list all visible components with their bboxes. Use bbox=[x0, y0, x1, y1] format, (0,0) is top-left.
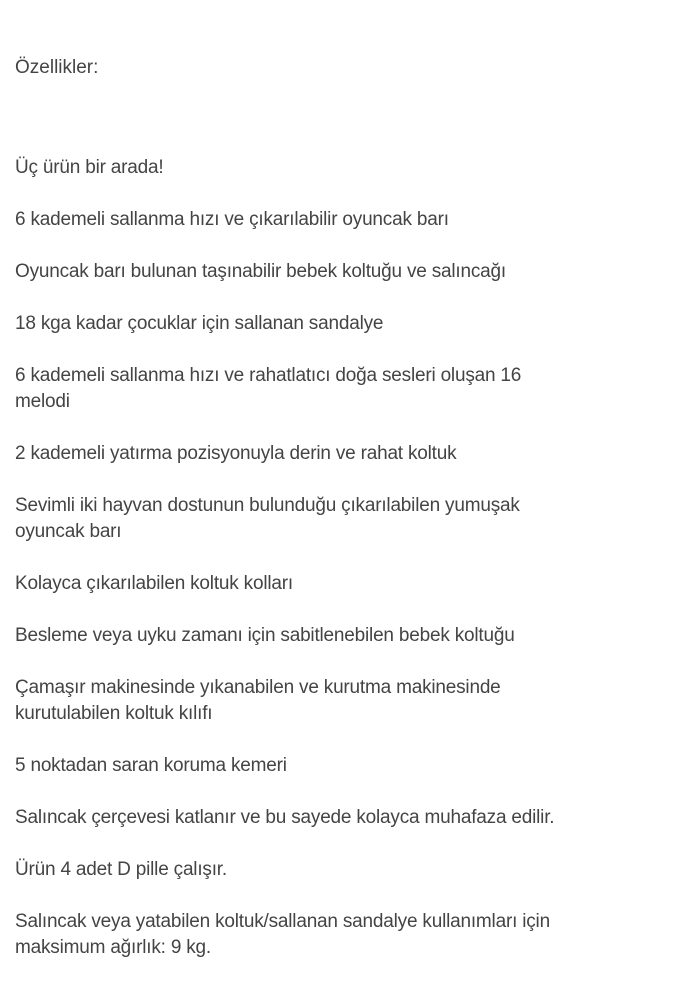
features-heading: Özellikler: bbox=[15, 57, 99, 78]
feature-text-line: Üç ürün bir arada! bbox=[15, 157, 164, 178]
feature-list bbox=[15, 155, 700, 961]
feature-item bbox=[15, 493, 700, 545]
feature-item bbox=[15, 155, 700, 181]
feature-item bbox=[15, 753, 700, 779]
feature-text-line: kurutulabilen koltuk kılıfı bbox=[15, 703, 213, 724]
feature-text-line: melodi bbox=[15, 391, 70, 412]
feature-item bbox=[15, 363, 700, 415]
feature-item bbox=[15, 857, 700, 883]
feature-text-line: Ürün 4 adet D pille çalışır. bbox=[15, 859, 227, 880]
feature-text-line: Çamaşır makinesinde yıkanabilen ve kurutma makinesinde bbox=[15, 677, 501, 698]
feature-text-line: 2 kademeli yatırma pozisyonuyla derin ve rahat koltuk bbox=[15, 443, 457, 464]
feature-item bbox=[15, 805, 700, 831]
feature-text-line: Salıncak çerçevesi katlanır ve bu sayede kolayca muhafaza edilir. bbox=[15, 807, 555, 828]
feature-text-line: 6 kademeli sallanma hızı ve çıkarılabilir oyuncak barı bbox=[15, 209, 449, 230]
feature-text-line: Besleme veya uyku zamanı için sabitlenebilen bebek koltuğu bbox=[15, 625, 515, 646]
feature-item bbox=[15, 571, 700, 597]
feature-text-line: 6 kademeli sallanma hızı ve rahatlatıcı doğa sesleri oluşan 16 bbox=[15, 365, 522, 386]
feature-item bbox=[15, 207, 700, 233]
product-features bbox=[15, 55, 700, 987]
feature-item bbox=[15, 623, 700, 649]
feature-item bbox=[15, 259, 700, 285]
feature-item bbox=[15, 441, 700, 467]
feature-text-line: Salıncak veya yatabilen koltuk/sallanan sandalye kullanımları için bbox=[15, 911, 550, 932]
feature-text-line: Oyuncak barı bulunan taşınabilir bebek koltuğu ve salıncağı bbox=[15, 261, 506, 282]
feature-text-line: maksimum ağırlık: 9 kg. bbox=[15, 937, 212, 958]
feature-text-line: 18 kga kadar çocuklar için sallanan sandalye bbox=[15, 313, 384, 334]
feature-text-line: 5 noktadan saran koruma kemeri bbox=[15, 755, 287, 776]
feature-item bbox=[15, 311, 700, 337]
feature-text-line: oyuncak barı bbox=[15, 521, 122, 542]
feature-text-line: Kolayca çıkarılabilen koltuk kolları bbox=[15, 573, 293, 594]
feature-item bbox=[15, 909, 700, 961]
feature-text-line: Sevimli iki hayvan dostunun bulunduğu çıkarılabilen yumuşak bbox=[15, 495, 520, 516]
feature-item bbox=[15, 675, 700, 727]
